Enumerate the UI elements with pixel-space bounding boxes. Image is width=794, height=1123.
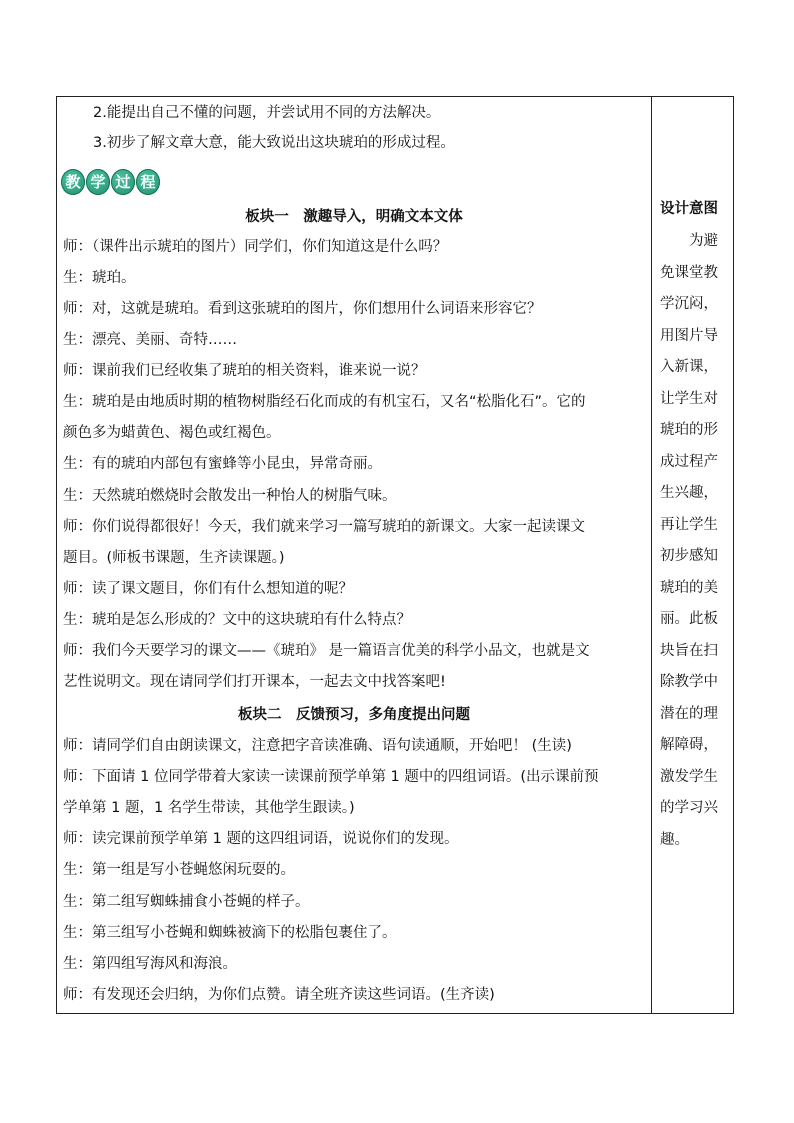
block1-line: 题目。(师板书课题，生齐读课题。) bbox=[63, 549, 285, 566]
teaching-content-column bbox=[57, 97, 651, 1013]
design-intent-line: 为避 bbox=[660, 233, 718, 249]
design-intent-line: 块旨在扫 bbox=[660, 642, 718, 659]
block1-line: 师：读了课文题目，你们有什么想知道的呢？ bbox=[63, 580, 353, 597]
lesson-plan-table bbox=[56, 96, 734, 1014]
block1-line: 师：你们说得都很好！今天，我们就来学习一篇写琥珀的新课文。大家一起读课文 bbox=[63, 518, 585, 535]
design-intent-line: 再让学生 bbox=[660, 516, 718, 533]
design-intent-line: 初步感知 bbox=[660, 548, 718, 564]
block1-line: 师：我们今天要学习的课文——《琥珀》 是一篇语言优美的科学小品文，也就是文 bbox=[63, 642, 590, 659]
design-intent-line: 琥珀的形 bbox=[660, 422, 718, 438]
block1-title: 板块一 激趣导入，明确文本文体 bbox=[245, 209, 463, 225]
design-intent-line: 潜在的理 bbox=[660, 705, 718, 722]
block2-line: 师：有发现还会归纳，为你们点赞。请全班齐读这些词语。(生齐读) bbox=[63, 986, 495, 1003]
block1-line: 生：琥珀。 bbox=[63, 270, 136, 287]
block1-line: 艺性说明文。现在请同学们打开课本，一起去文中找答案吧! bbox=[63, 673, 446, 690]
badge-char: 程 bbox=[136, 169, 160, 195]
design-intent-line: 成过程产 bbox=[660, 453, 718, 470]
design-intent-line: 丽。此板 bbox=[660, 611, 718, 627]
design-intent-line: 激发学生 bbox=[660, 768, 718, 785]
block2-line: 生：第四组写海风和海浪。 bbox=[63, 955, 237, 972]
block2-line: 师：下面请 1 位同学带着大家读一读课前预学单第 1 题中的四组词语。(出示课前预 bbox=[63, 769, 599, 786]
block1-line: 师：对，这就是琥珀。看到这张琥珀的图片，你们想用什么词语来形容它？ bbox=[63, 301, 542, 318]
badge-char: 过 bbox=[111, 169, 135, 195]
block2-line: 生：第二组写蜘蛛捕食小苍蝇的样子。 bbox=[63, 893, 310, 910]
block2-line: 学单第 1 题，1 名学生带读，其他学生跟读。) bbox=[63, 800, 355, 817]
block1-line: 师：（课件出示琥珀的图片）同学们，你们知道这是什么吗？ bbox=[63, 239, 448, 255]
block1-line: 师：课前我们已经收集了琥珀的相关资料，谁来说一说？ bbox=[63, 363, 426, 380]
objective-3: 3.初步了解文章大意，能大致说出这块琥珀的形成过程。 bbox=[93, 135, 455, 151]
design-intent-line: 让学生对 bbox=[660, 390, 718, 407]
design-intent-column bbox=[652, 97, 734, 1013]
design-intent-line: 趣。 bbox=[660, 831, 689, 848]
block2-title: 板块二 反馈预习，多角度提出问题 bbox=[238, 707, 470, 723]
block1-line: 生：天然琥珀燃烧时会散发出一种怡人的树脂气味。 bbox=[63, 487, 397, 504]
design-intent-title: 设计意图 bbox=[660, 201, 718, 217]
design-intent-line: 入新课， bbox=[660, 359, 718, 375]
design-intent-line: 的学习兴 bbox=[660, 800, 718, 816]
block1-line: 颜色多为蜡黄色、褐色或红褐色。 bbox=[63, 425, 281, 442]
block2-line: 师：读完课前预学单第 1 题的这四组词语，说说你们的发现。 bbox=[63, 831, 459, 848]
block2-line: 生：第三组写小苍蝇和蜘蛛被滴下的松脂包裹住了。 bbox=[63, 924, 397, 941]
badge-char: 教 bbox=[61, 169, 85, 195]
block2-line: 师：请同学们自由朗读课文，注意把字音读准确、语句读通顺，开始吧！ (生读) bbox=[63, 738, 572, 754]
design-intent-line: 学沉闷， bbox=[660, 296, 718, 312]
design-intent-line: 免课堂教 bbox=[660, 264, 718, 281]
design-intent-line: 除教学中 bbox=[660, 674, 718, 690]
design-intent-line: 琥珀的美 bbox=[660, 579, 718, 596]
design-intent-line: 生兴趣， bbox=[660, 485, 718, 501]
teaching-process-badge bbox=[61, 169, 160, 197]
block1-line: 生：有的琥珀内部包有蜜蜂等小昆虫，异常奇丽。 bbox=[63, 456, 382, 473]
block1-line: 生：漂亮、美丽、奇特…… bbox=[63, 332, 237, 349]
block2-line: 生：第一组是写小苍蝇悠闲玩耍的。 bbox=[63, 862, 295, 879]
block1-line: 生：琥珀是怎么形成的？文中的这块琥珀有什么特点？ bbox=[63, 611, 411, 628]
badge-char: 学 bbox=[86, 169, 110, 195]
design-intent-line: 解障碍， bbox=[660, 737, 718, 753]
objective-2: 2.能提出自己不懂的问题，并尝试用不同的方法解决。 bbox=[93, 105, 441, 121]
design-intent-line: 用图片导 bbox=[660, 327, 718, 344]
block1-line: 生：琥珀是由地质时期的植物树脂经石化而成的有机宝石，又名“松脂化石”。它的 bbox=[63, 394, 586, 411]
